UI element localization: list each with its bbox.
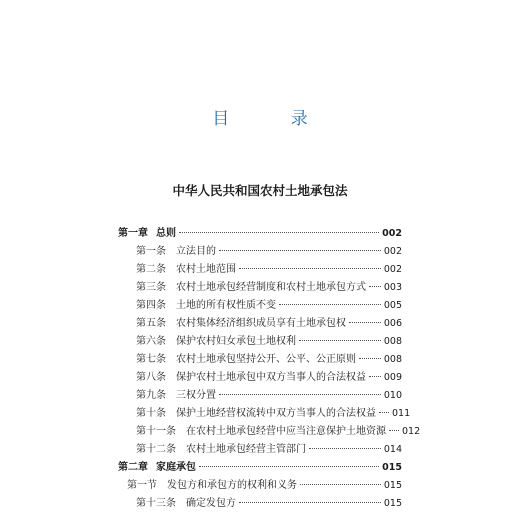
dot-leader bbox=[359, 358, 381, 359]
entry-page: 015 bbox=[382, 462, 402, 473]
entry-page: 002 bbox=[382, 228, 402, 239]
entry-number: 第六条 bbox=[136, 336, 166, 347]
entry-title: 确定发包方 bbox=[186, 498, 236, 509]
toc-entry-article[interactable] bbox=[136, 368, 402, 386]
entry-page: 009 bbox=[383, 372, 402, 383]
toc-entry-article[interactable] bbox=[136, 278, 402, 296]
entry-page: 005 bbox=[383, 300, 402, 311]
entry-number: 第七条 bbox=[136, 354, 166, 365]
entry-page: 008 bbox=[383, 354, 402, 365]
entry-page: 010 bbox=[383, 390, 402, 401]
entry-title: 总则 bbox=[156, 228, 176, 239]
entry-page: 015 bbox=[383, 498, 402, 509]
entry-title: 发包方和承包方的权利和义务 bbox=[167, 480, 297, 491]
entry-title: 农村土地承包经营制度和农村土地承包方式 bbox=[176, 282, 366, 293]
entry-number: 第二条 bbox=[136, 264, 166, 275]
toc-entry-article[interactable] bbox=[136, 422, 421, 440]
toc-entry-article[interactable] bbox=[136, 314, 402, 332]
entry-page: 002 bbox=[383, 264, 402, 275]
toc-entry-article[interactable] bbox=[136, 350, 402, 368]
toc-entry-article[interactable] bbox=[136, 260, 402, 278]
dot-leader bbox=[349, 322, 381, 323]
toc-entry-article[interactable] bbox=[136, 332, 402, 350]
dot-leader bbox=[379, 412, 389, 413]
dot-leader bbox=[369, 376, 381, 377]
entry-title: 农村土地承包经营主管部门 bbox=[186, 444, 306, 455]
entry-title: 土地的所有权性质不变 bbox=[176, 300, 276, 311]
entry-title: 立法目的 bbox=[176, 246, 216, 257]
entry-number: 第十条 bbox=[136, 408, 166, 419]
law-title: 中华人民共和国农村土地承包法 bbox=[172, 183, 348, 198]
entry-number: 第一节 bbox=[127, 480, 157, 491]
dot-leader bbox=[199, 466, 379, 467]
entry-page: 014 bbox=[383, 444, 402, 455]
entry-number: 第十一条 bbox=[136, 426, 176, 437]
toc-heading: 目 录 bbox=[212, 109, 336, 129]
toc-entry-chapter[interactable] bbox=[118, 224, 402, 242]
dot-leader bbox=[279, 304, 381, 305]
entry-title: 保护农村土地承包中双方当事人的合法权益 bbox=[176, 372, 366, 383]
entry-page: 008 bbox=[383, 336, 402, 347]
dot-leader bbox=[369, 286, 381, 287]
entry-title: 家庭承包 bbox=[156, 462, 196, 473]
toc-entry-article[interactable] bbox=[136, 296, 402, 314]
entry-page: 002 bbox=[383, 246, 402, 257]
entry-number: 第三条 bbox=[136, 282, 166, 293]
entry-page: 006 bbox=[383, 318, 402, 329]
entry-page: 012 bbox=[402, 426, 421, 437]
dot-leader bbox=[389, 430, 399, 431]
toc-entry-article[interactable] bbox=[136, 494, 402, 512]
entry-number: 第二章 bbox=[118, 462, 148, 473]
toc-entry-chapter[interactable] bbox=[118, 458, 402, 476]
entry-number: 第四条 bbox=[136, 300, 166, 311]
entry-title: 农村集体经济组织成员享有土地承包权 bbox=[176, 318, 346, 329]
entry-number: 第九条 bbox=[136, 390, 166, 401]
entry-page: 003 bbox=[383, 282, 402, 293]
entry-title: 保护农村妇女承包土地权利 bbox=[176, 336, 296, 347]
dot-leader bbox=[219, 250, 381, 251]
toc-entry-article[interactable] bbox=[136, 404, 411, 422]
entry-number: 第八条 bbox=[136, 372, 166, 383]
entry-title: 在农村土地承包经营中应当注意保护土地资源 bbox=[186, 426, 386, 437]
entry-number: 第一条 bbox=[136, 246, 166, 257]
toc-entry-article[interactable] bbox=[136, 386, 402, 404]
dot-leader bbox=[299, 340, 381, 341]
dot-leader bbox=[219, 394, 381, 395]
dot-leader bbox=[179, 232, 379, 233]
entry-title: 三权分置 bbox=[176, 390, 216, 401]
dot-leader bbox=[300, 484, 381, 485]
entry-number: 第十二条 bbox=[136, 444, 176, 455]
entry-number: 第一章 bbox=[118, 228, 148, 239]
entry-number: 第十三条 bbox=[136, 498, 176, 509]
entry-number: 第五条 bbox=[136, 318, 166, 329]
entry-title: 农村土地范围 bbox=[176, 264, 236, 275]
entry-page: 011 bbox=[392, 408, 411, 419]
entry-title: 农村土地承包坚持公开、公平、公正原则 bbox=[176, 354, 356, 365]
dot-leader bbox=[239, 502, 381, 503]
toc-entry-article[interactable] bbox=[136, 242, 402, 260]
entry-page: 015 bbox=[383, 480, 402, 491]
dot-leader bbox=[309, 448, 381, 449]
toc-entry-section[interactable] bbox=[127, 476, 402, 494]
dot-leader bbox=[239, 268, 381, 269]
entry-title: 保护土地经营权流转中双方当事人的合法权益 bbox=[176, 408, 376, 419]
toc-entry-article[interactable] bbox=[136, 440, 402, 458]
